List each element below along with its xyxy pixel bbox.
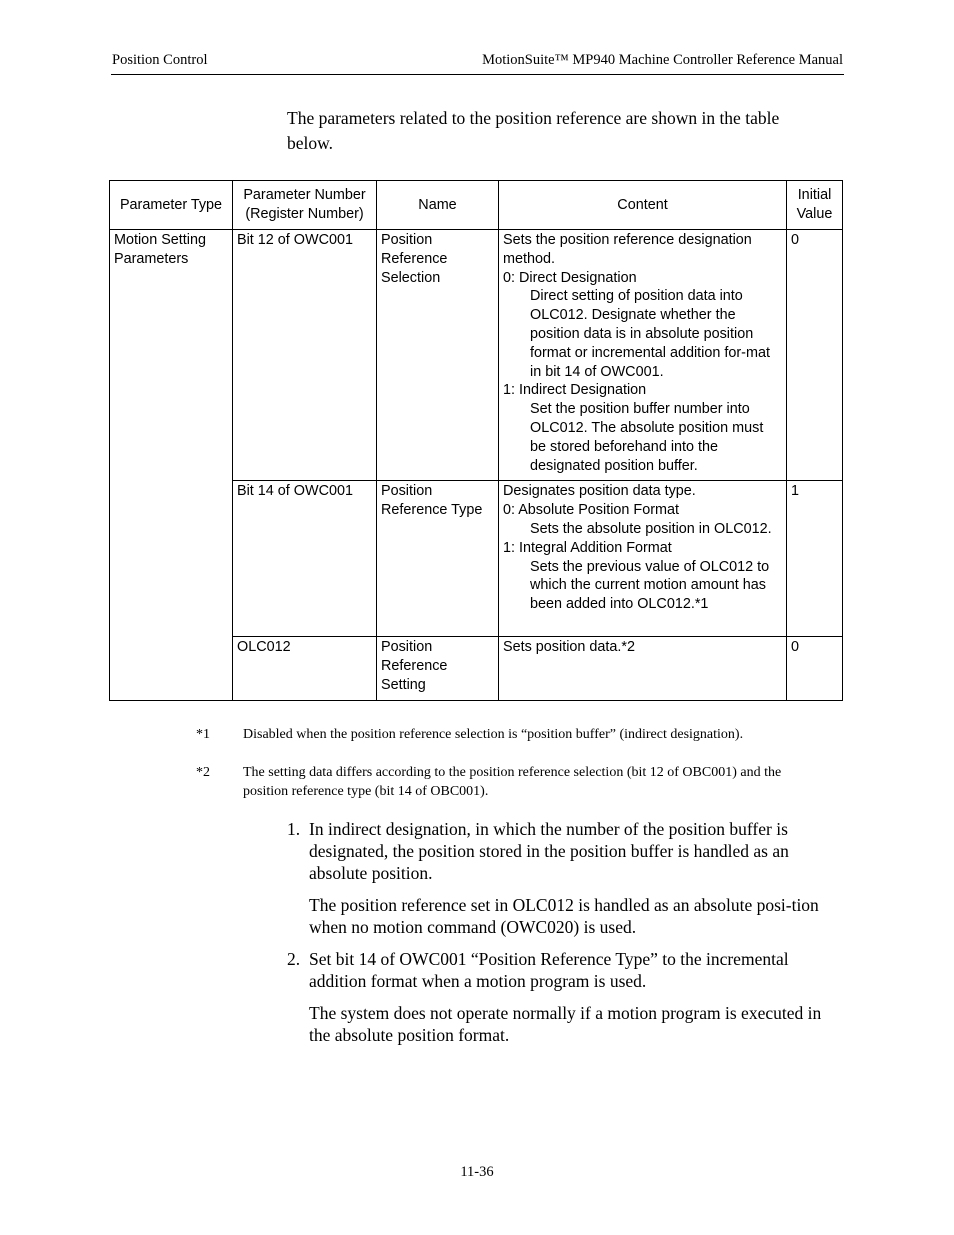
cell-name: Position Reference Type	[377, 481, 499, 637]
footnote-text: The setting data differs according to the position reference selection (bit 12 of OBC001) and the position reference type (bit 14 of OBC001).	[243, 765, 782, 799]
page-header	[111, 52, 844, 75]
cell-initial-value: 0	[787, 637, 843, 700]
content-line: 1: Integral Addition Format	[503, 539, 672, 556]
cell-parameter-number: OLC012	[233, 637, 377, 700]
cell-initial-value: 1	[787, 481, 843, 637]
intro-paragraph: The parameters related to the position reference are shown in the table below.	[287, 108, 780, 153]
table-row	[110, 230, 843, 481]
cell-name: Position Reference Selection	[377, 230, 499, 481]
header-section-title: Position Control	[112, 52, 208, 68]
cell-content	[499, 230, 787, 481]
list-paragraph: In indirect designation, in which the number of the position buffer is designated, the position stored in the position buffer is handled as an absolute position.	[309, 819, 789, 883]
cell-initial-value: 0	[787, 230, 843, 481]
content-line: Sets the position reference designation method.	[503, 232, 752, 267]
content-line: Sets position data.*2	[503, 639, 636, 656]
list-number: 2.	[287, 949, 301, 969]
list-paragraph: Set bit 14 of OWC001 “Position Reference Type” to the incremental addition format when a motion program is used.	[309, 949, 789, 991]
header-name: Name	[377, 181, 499, 230]
footnote-mark: *1	[196, 727, 210, 742]
list-paragraph: The position reference set in OLC012 is handled as an absolute posi-tion when no motion command (OWC020) is used.	[309, 895, 819, 937]
header-initial-value: Initial Value	[787, 181, 843, 230]
content-description: Direct setting of position data into OLC012. Designate whether the position data is in absolute position format or incremental addition for-mat in bit 14 of OWC001.	[530, 288, 770, 380]
list-number: 1.	[287, 819, 301, 839]
list-item	[287, 948, 843, 1046]
cell-parameter-type: Motion Setting Parameters	[110, 230, 233, 701]
header-parameter-type: Parameter Type	[110, 181, 233, 230]
content-line: 0: Direct Designation	[503, 269, 637, 286]
cell-content	[499, 481, 787, 637]
footnote-text: Disabled when the position reference selection is “position buffer” (indirect designation).	[243, 727, 744, 742]
header-parameter-number: Parameter Number (Register Number)	[233, 181, 377, 230]
header-manual-title: MotionSuite™ MP940 Machine Controller Reference Manual	[482, 52, 843, 68]
table-header-row	[110, 181, 843, 230]
content-line: Designates position data type.	[503, 483, 696, 500]
content-line: 0: Absolute Position Format	[503, 502, 679, 519]
content-description: Sets the absolute position in OLC012.	[530, 520, 772, 537]
cell-parameter-number: Bit 14 of OWC001	[233, 481, 377, 637]
content-description: Set the position buffer number into OLC012. The absolute position must be stored beforehand into the designated position buffer.	[530, 401, 764, 474]
list-item	[287, 818, 843, 938]
cell-parameter-number: Bit 12 of OWC001	[233, 230, 377, 481]
page-number: 11-36	[460, 1164, 494, 1180]
header-content: Content	[499, 181, 787, 230]
numbered-list	[287, 818, 843, 1056]
content-description: Sets the previous value of OLC012 to which the current motion amount has been added into OLC012.*1	[530, 558, 770, 613]
footnote-mark: *2	[196, 765, 210, 780]
cell-content	[499, 637, 787, 700]
parameter-table	[109, 180, 843, 701]
list-paragraph: The system does not operate normally if a motion program is executed in the absolute position format.	[309, 1003, 822, 1045]
content-line: 1: Indirect Designation	[503, 382, 647, 399]
cell-name: Position Reference Setting	[377, 637, 499, 700]
